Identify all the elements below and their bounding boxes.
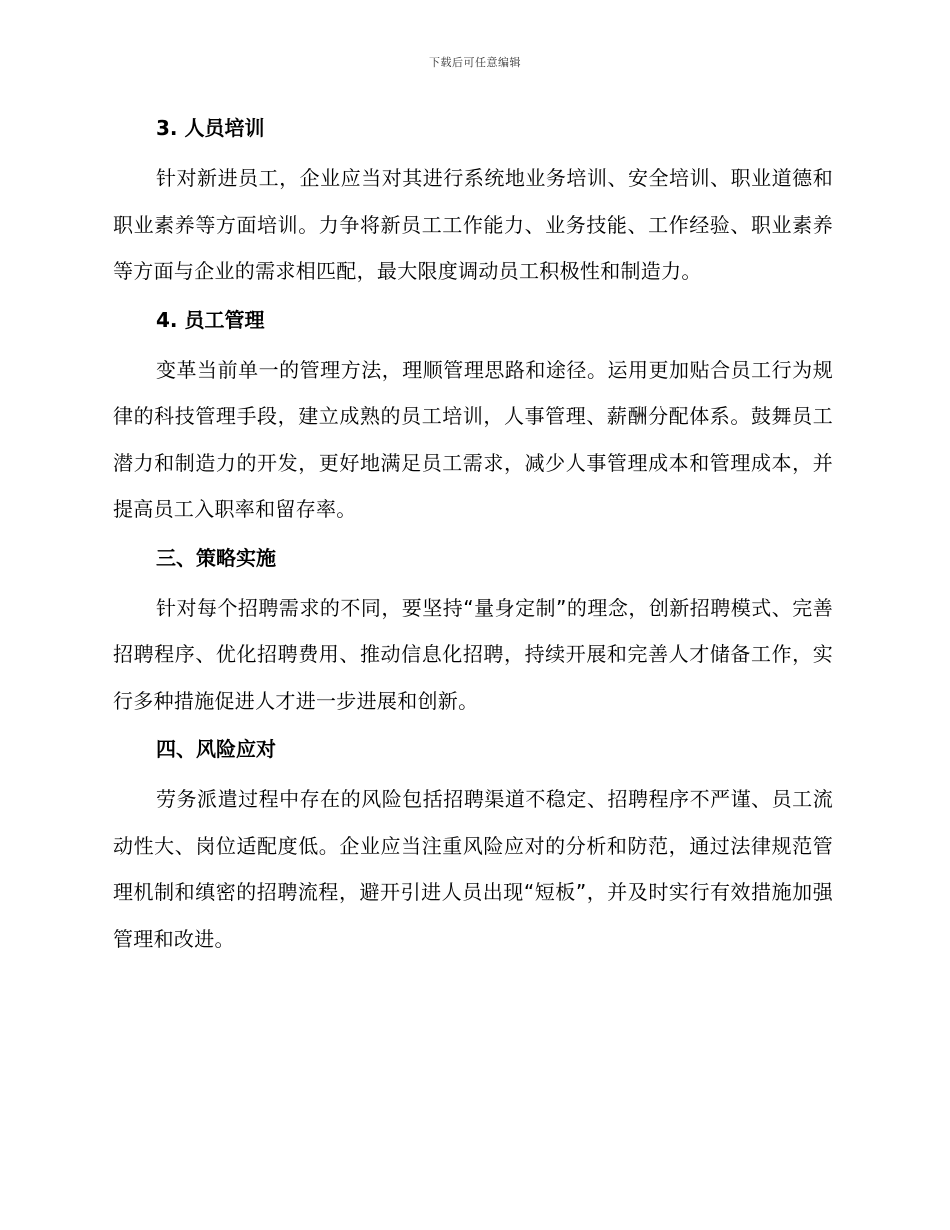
section-heading: 3. 人员培训 bbox=[156, 116, 265, 140]
section-paragraph: 针对每个招聘需求的不同，要坚持“量身定制”的理念，创新招聘模式、完善招聘程序、优化招聘费用、推动信息化招聘，持续开展和完善人才储备工作，实行多种措施促进人才进一步进展和创新。 bbox=[113, 595, 833, 713]
section-strategy-implementation bbox=[113, 543, 833, 735]
section-personnel-training bbox=[113, 113, 833, 305]
page-header: 下载后可任意编辑 bbox=[429, 56, 521, 69]
section-heading: 三、策略实施 bbox=[156, 545, 276, 570]
section-heading: 四、风险应对 bbox=[156, 737, 276, 761]
document-body bbox=[113, 113, 833, 962]
section-heading: 4. 员工管理 bbox=[156, 307, 265, 332]
section-paragraph: 变革当前单一的管理方法，理顺管理思路和途径。运用更加贴合员工行为规律的科技管理手段，建立成熟的员工培训，人事管理、薪酬分配体系。鼓舞员工潜力和制造力的开发，更好地满足员工需求，减少人事管理成本和管理成本，并提高员工入职率和留存率。 bbox=[113, 357, 833, 521]
section-paragraph: 劳务派遣过程中存在的风险包括招聘渠道不稳定、招聘程序不严谨、员工流动性大、岗位适配度低。企业应当注重风险应对的分析和防范，通过法律规范管理机制和缜密的招聘流程，避开引进人员出现“短板”，并及时实行有效措施加强管理和改进。 bbox=[113, 787, 833, 951]
section-risk-response bbox=[113, 734, 833, 962]
section-paragraph: 针对新进员工，企业应当对其进行系统地业务培训、安全培训、职业道德和职业素养等方面培训。力争将新员工工作能力、业务技能、工作经验、职业素养等方面与企业的需求相匹配，最大限度调动员工积极性和制造力。 bbox=[113, 166, 833, 283]
section-employee-management bbox=[113, 305, 833, 543]
